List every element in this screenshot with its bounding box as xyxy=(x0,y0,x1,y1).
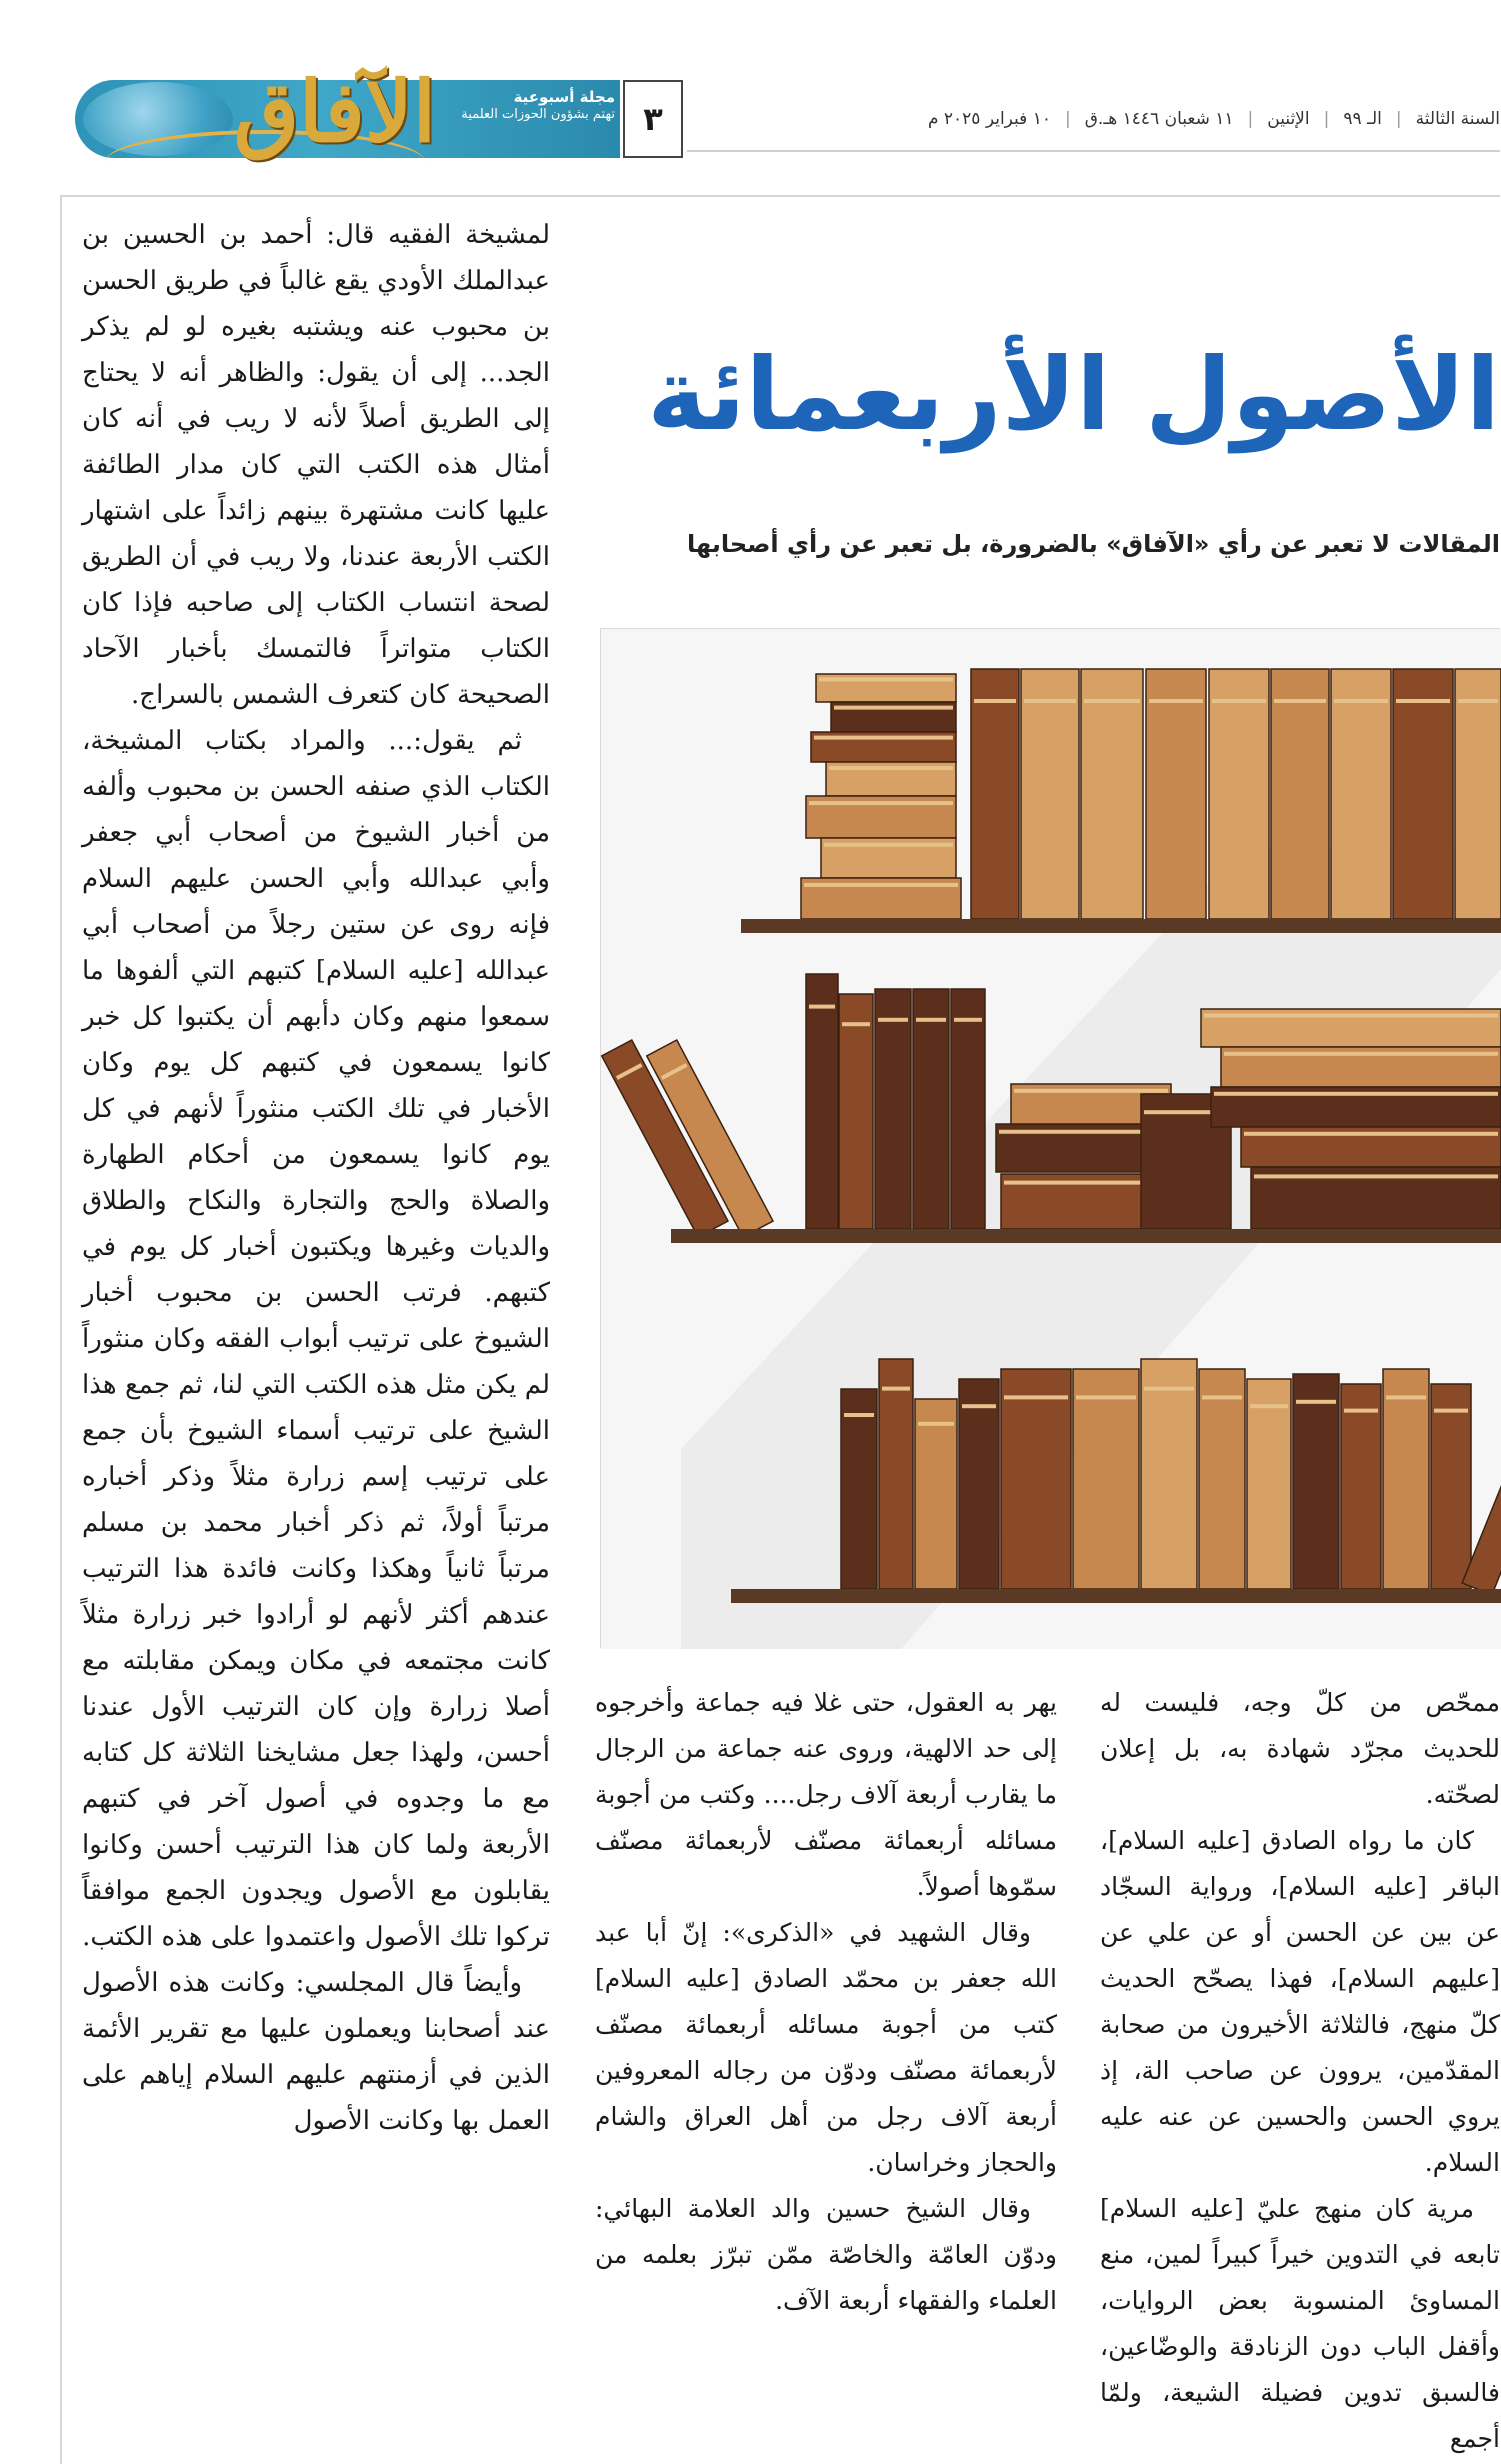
book-spine xyxy=(1021,669,1079,919)
book-band xyxy=(918,1422,954,1426)
book-band xyxy=(1250,1404,1288,1408)
book-band xyxy=(1004,1395,1068,1399)
book-band xyxy=(829,766,953,770)
issue-hijri-date: ١١ شعبان ١٤٤٦ هـ.ق xyxy=(1084,109,1234,129)
book-band xyxy=(1296,1400,1336,1404)
bookshelf-illustration xyxy=(600,628,1500,1648)
book-spine xyxy=(1199,1369,1245,1589)
logo-subtitle-line1: مجلة أسبوعية xyxy=(513,88,615,106)
book-band xyxy=(1149,699,1203,703)
book-band xyxy=(1396,699,1450,703)
book-band xyxy=(1254,1174,1498,1178)
shelf-top xyxy=(741,919,1501,933)
article-column-right xyxy=(1100,1680,1500,2464)
book-spine xyxy=(951,989,985,1229)
issue-gregorian-date: ١٠ فبراير ٢٠٢٥ م xyxy=(927,109,1051,129)
book-band xyxy=(1244,1132,1498,1136)
publication-logo[interactable] xyxy=(75,62,620,161)
book-band xyxy=(962,1404,996,1408)
book-band xyxy=(1024,699,1076,703)
book-spine xyxy=(1141,1359,1197,1589)
paragraph: ممحّص من كلّ وجه، فليست له للحديث مجرّد شهادة به، بل إعلان لصحّته. xyxy=(1100,1688,1500,1809)
book-spine xyxy=(1331,669,1391,919)
paragraph: لمشيخة الفقيه قال: أحمد بن الحسين بن عبدالملك الأودي يقع غالباً في طريق الحسن بن محبوب عنه ويشتبه بغيره لو لم يذكر الجد... إلى أن يقول: والظاهر أنه لا يحتاج إلى الطريق أصلاً لأنه لا ريب في أنه كان أمثال هذه الكتب التي كان مدار الطائفة عليها كانت مشتهرة بينهم زائداً على اشتهار الكتب الأربعة عندنا، ولا ريب في أن الطريق لصحة انتساب الكتاب إلى صاحبه فإذا كان الكتاب متواتراً فالتمسك بأخبار الآحاد الصحيحة كان كتعرف الشمس بالسراج. xyxy=(82,220,550,710)
book-band xyxy=(1214,1092,1498,1096)
shelf-middle xyxy=(671,1229,1501,1243)
book-band xyxy=(834,706,953,710)
book-spine xyxy=(1001,1369,1071,1589)
book-band xyxy=(814,736,953,740)
paragraph: ثم يقول:... والمراد بكتاب المشيخة، الكتاب الذي صنفه الحسن بن محبوب وألفه من أخبار الشيوخ من أصحاب أبي جعفر وأبي عبدالله وأبي الحسن عليهم السلام فإنه روى عن ستين رجلاً من أصحاب أبي عبدالله [عليه السلام] كتبهم التي ألفوها ما سمعوا منهم وكان دأبهم أن يكتبوا كل خبر كانوا يسمعون في كتبهم كل يوم وكان الأخبار في تلك الكتب منثوراً لأنهم في كل يوم كانوا يسمعون من أحكام الطهارة والصلاة والحج والتجارة والنكاح والطلاق والديات وغيرها ويكتبون أخبار كل يوم في كتبهم. فرتب الحسن بن محبوب أخبار الشيوخ على ترتيب أبواب الفقه وكان منثوراً لم يكن مثل هذه الكتب التي لنا، ثم جمع هذا الشيخ على ترتيب أسماء الشيوخ بأن جمع على ترتيب إسم زرارة مثلاً وذكر أخباره مرتباً أولاً، ثم ذكر أخبار محمد بن مسلم مرتباً ثانياً وهكذا وكانت فائدة هذا الترتيب عندهم أكثر لأنهم لو أرادوا خبر زرارة مثلاً كانت مجتمعه في مكان ويمكن مقابلته مع أصلا زرارة وإن كان الترتيب الأول عندنا أحسن، ولهذا جعل مشايخنا الثلاثة كل كتابه مع ما وجدوه في أصول آخر في كتبهم الأربعة ولما كان هذا الترتيب أحسن وكانوا يقابلون مع الأصول ويجدون الجمع موافقاً تركوا تلك الأصول واعتمدوا على هذه الكتب. xyxy=(82,726,550,1952)
paragraph: كان ما رواه الصادق [عليه السلام]، الباقر [عليه السلام]، ورواية السجّاد عن بين عن الحسن أو عن علي عن [عليهم السلام]، فهذا يصحّح الحديث كلّ منهج، فالثلاثة الأخيرون من صحابة المقدّمين، يروون عن صاحب الة، إذ يروي الحسن والحسين عن عنه عليه السلام. xyxy=(1100,1826,1500,2177)
book-band xyxy=(974,699,1016,703)
book-spine xyxy=(1271,669,1329,919)
book-band xyxy=(1334,699,1388,703)
book-band xyxy=(1076,1395,1136,1399)
book-band xyxy=(809,801,953,805)
book-band xyxy=(809,1005,835,1009)
book-spine xyxy=(806,974,838,1229)
book-spine xyxy=(959,1379,999,1589)
book-spine xyxy=(913,989,949,1229)
book-spine xyxy=(1247,1379,1291,1589)
book-spine xyxy=(1081,669,1143,919)
book-spine xyxy=(1209,669,1269,919)
book-spine xyxy=(879,1359,913,1589)
logo-title: الآفاق xyxy=(233,62,437,161)
book-spine xyxy=(915,1399,957,1589)
book-band xyxy=(804,883,958,887)
book-band xyxy=(1458,699,1498,703)
article-column-middle xyxy=(595,1680,1057,2464)
book-spine xyxy=(1341,1384,1381,1589)
page-number: ٣ xyxy=(623,80,683,158)
book-spine xyxy=(1455,669,1501,919)
book-band xyxy=(916,1018,946,1022)
book-band xyxy=(1212,699,1266,703)
book-spine xyxy=(839,994,873,1229)
separator: | xyxy=(1064,109,1071,129)
book-band xyxy=(1084,699,1140,703)
issue-number: الـ ٩٩ xyxy=(1343,109,1382,129)
article-column-left xyxy=(82,212,550,2464)
book-band xyxy=(1144,1387,1194,1391)
book-band xyxy=(819,677,953,681)
book-band xyxy=(882,1387,910,1391)
paragraph: وقال الشهيد في «الذكرى»: إنّ أبا عبد الله جعفر بن محمّد الصادق [عليه السلام] كتب من أجوبة مسائله أربعمائة مصنّف لأربعمائة مصنّف ودوّن من رجاله المعروفين أربعة آلاف رجل من أهل العراق والشام والحجاز وخراسان. xyxy=(595,1918,1057,2177)
paragraph: يهر به العقول، حتى غلا فيه جماعة وأخرجوه إلى حد الالهية، وروى عنه جماعة من الرجال ما يقارب أربعة آلاف رجل.... وكتب من أجوبة مسائله أربعمائة مصنّف لأربعمائة مصنّف سمّوها أصولاً. xyxy=(595,1688,1057,1901)
book-band xyxy=(842,1022,870,1026)
issue-weekday: الإثنين xyxy=(1267,109,1310,129)
book-band xyxy=(1224,1052,1498,1056)
separator: | xyxy=(1323,109,1330,129)
issue-info-bar xyxy=(687,88,1500,152)
book-spine xyxy=(841,1389,877,1589)
page-frame-left xyxy=(60,195,62,2464)
book-band xyxy=(1274,699,1326,703)
masthead xyxy=(75,62,1500,161)
book-band xyxy=(824,843,953,847)
book-band xyxy=(1014,1089,1168,1093)
book-band xyxy=(844,1413,874,1417)
book-spine xyxy=(1383,1369,1429,1589)
paragraph: وقال الشيخ حسين والد العلامة البهائي: ودوّن العامّة والخاصّة ممّن تبرّز بعلمه من العلماء والفقهاء أربعة الآف. xyxy=(595,2194,1057,2315)
page-frame-top xyxy=(60,195,1500,197)
paragraph: مرية كان منهج عليّ [عليه السلام] تابعه في التدوين خيراً كبيراً لمين، منع المساوئ المنسوبة بعض الروايات، وأقفل الباب دون الزنادقة والوضّاعين، فالسبق تدوين فضيلة الشيعة، ولمّا أجمع xyxy=(1100,2194,1500,2453)
separator: | xyxy=(1395,109,1402,129)
book-band xyxy=(1434,1409,1468,1413)
book-spine xyxy=(1393,669,1453,919)
article-disclaimer: المقالات لا تعبر عن رأي «الآفاق» بالضرورة، بل تعبر عن رأي أصحابها xyxy=(687,530,1500,558)
logo-subtitle xyxy=(375,88,615,124)
separator: | xyxy=(1247,109,1254,129)
bookshelf-svg xyxy=(601,629,1501,1649)
article-headline: الأصول الأربعمائة xyxy=(647,336,1500,453)
book-band xyxy=(1202,1395,1242,1399)
issue-year: السنة الثالثة xyxy=(1415,109,1500,129)
book-spine xyxy=(1431,1384,1471,1589)
book-spine xyxy=(1146,669,1206,919)
paragraph: وأيضاً قال المجلسي: وكانت هذه الأصول عند أصحابنا ويعملون عليها مع تقرير الأئمة الذين في أزمنتهم عليهم السلام إياهم على العمل بها وكانت الأصول xyxy=(82,1968,550,2136)
book-spine xyxy=(1073,1369,1139,1589)
book-band xyxy=(1204,1014,1498,1018)
shelf-bottom xyxy=(731,1589,1501,1603)
book-spine xyxy=(1293,1374,1339,1589)
book-spine xyxy=(971,669,1019,919)
book-band xyxy=(878,1018,908,1022)
book-band xyxy=(954,1018,982,1022)
book-band xyxy=(1344,1409,1378,1413)
book-band xyxy=(1386,1395,1426,1399)
book-spine xyxy=(875,989,911,1229)
logo-subtitle-line2: تهتم بشؤون الحوزات العلمية xyxy=(461,107,615,122)
